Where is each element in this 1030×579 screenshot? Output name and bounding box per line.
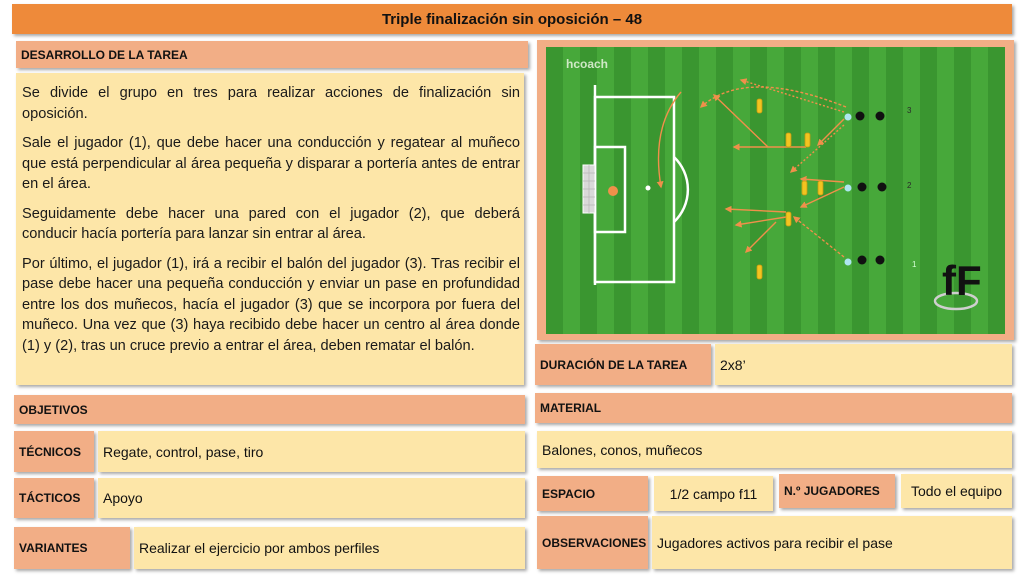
desarrollo-paragraph: Se divide el grupo en tres para realizar acciones de finalización sin oposición.: [22, 85, 520, 122]
tacticos-label: TÁCTICOS: [14, 478, 94, 518]
duracion-value: 2x8’: [715, 344, 1012, 385]
player-label: 1: [912, 260, 917, 269]
ball: [845, 114, 852, 121]
espacio-label: ESPACIO: [537, 476, 648, 511]
goalkeeper: [608, 186, 618, 196]
variantes-label: VARIANTES: [14, 527, 130, 569]
observaciones-label: OBSERVACIONES: [537, 516, 648, 569]
desarrollo-label: DESARROLLO DE LA TAREA: [16, 41, 528, 68]
material-label: MATERIAL: [535, 393, 1012, 423]
duracion-label: DURACIÓN DE LA TAREA: [535, 344, 711, 385]
player-label: 2: [907, 181, 912, 190]
penalty-spot: [646, 186, 651, 191]
page-title: Triple finalización sin oposición – 48: [12, 4, 1012, 34]
logo-text: fF: [942, 257, 982, 304]
objetivos-label: OBJETIVOS: [14, 395, 525, 424]
desarrollo-paragraph: Seguidamente debe hacer una pared con el jugador (2), que deberá conducir hacía portería para lanzar sin entrar al área.: [22, 205, 520, 242]
espacio-value: 1/2 campo f11: [654, 476, 773, 511]
observaciones-value: Jugadores activos para recibir el pase: [652, 516, 1012, 569]
desarrollo-paragraph: Sale el jugador (1), que debe hacer una conducción y regatear al muñeco que está perpendicular al área pequeña y disparar a portería antes de entrar en el área.: [22, 135, 520, 192]
watermark-logo: hcoach: [566, 57, 609, 71]
material-value: Balones, conos, muñecos: [537, 431, 1012, 468]
ff-logo-icon: [935, 257, 982, 309]
jugadores-value: Todo el equipo: [901, 474, 1012, 508]
pitch-drawing: [546, 47, 1005, 334]
jugadores-label: N.º JUGADORES: [779, 474, 895, 508]
field-diagram: [537, 40, 1014, 340]
tacticos-value: Apoyo: [98, 478, 525, 518]
tecnicos-label: TÉCNICOS: [14, 431, 94, 472]
desarrollo-text: [16, 73, 524, 385]
desarrollo-paragraph: Por último, el jugador (1), irá a recibir el balón del jugador (3). Tras recibir el pase debe hacer una pequeña conducción y enviar un pase en profundidad entre los dos muñecos, hacía el jugador (3) que se incorpora por fuera del muñeco. Una vez que (3) haya recibido debe hacer un centro al área donde (1) y (2), tras un cruce previo a entrar el área, deben rematar el balón.: [22, 255, 520, 354]
variantes-value: Realizar el ejercicio por ambos perfiles: [134, 527, 525, 569]
player-label: 3: [907, 106, 912, 115]
tecnicos-value: Regate, control, pase, tiro: [98, 431, 525, 472]
